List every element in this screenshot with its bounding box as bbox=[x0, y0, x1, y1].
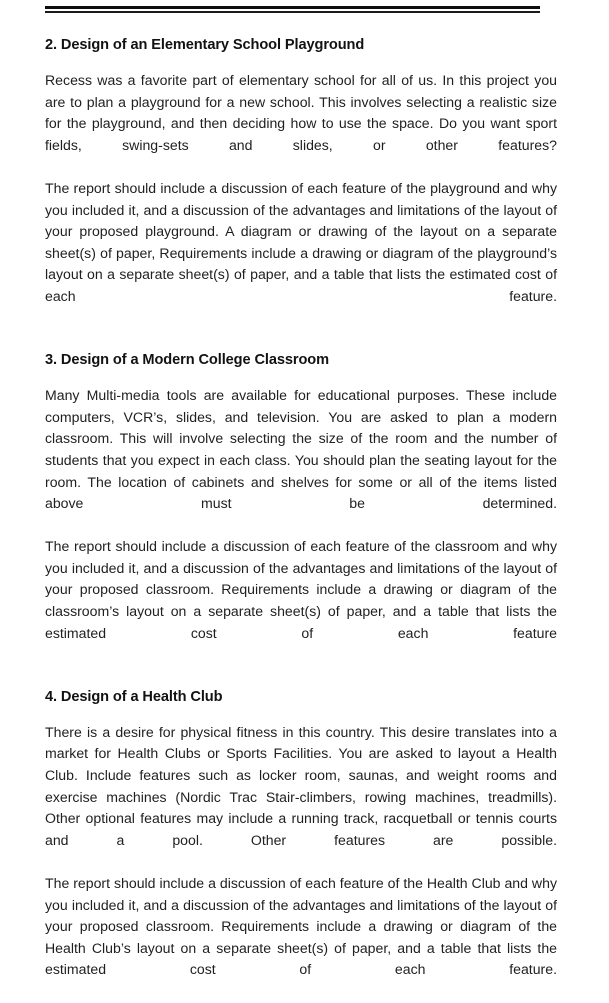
top-divider-rule bbox=[45, 6, 540, 14]
section-heading-classroom: 3. Design of a Modern College Classroom bbox=[45, 352, 329, 369]
section-classroom bbox=[45, 351, 557, 666]
section-playground bbox=[45, 36, 557, 329]
section-playground-paragraph-2: The report should include a discussion of each feature of the playground and why you included it, and a discussion of the advantages and limitations of the layout of your proposed playground. A diagram or drawing of the layout on a separate sheet(s) of paper, Requirements include a drawing or diagram of the playground’s layout on a separate sheet(s) of paper, and a table that lists the estimated cost of each feature. bbox=[45, 179, 557, 304]
section-classroom-paragraph-2: The report should include a discussion of each feature of the classroom and why you included it, and a discussion of the advantages and limitations of the layout of your proposed classroom. Requirements include a drawing or diagram of the classroom’s layout on a separate sheet(s) of paper, and a table that lists the estimated cost of each feature bbox=[45, 538, 557, 641]
section-playground-paragraph-1: Recess was a favorite part of elementary school for all of us. In this project you are to plan a playground for a new school. This involves selecting a realistic size for the playground, and then deciding how to use the space. Do you want sport fields, swing-sets and slides, or other features? bbox=[45, 72, 557, 153]
section-health-club bbox=[45, 688, 557, 1003]
section-heading-health-club: 4. Design of a Health Club bbox=[45, 688, 223, 705]
document-body bbox=[45, 36, 557, 1003]
section-health-club-paragraph-2: The report should include a discussion of each feature of the Health Club and why you included it, and a discussion of the advantages and limitations of the layout of your proposed classroom. Requirements include a drawing or diagram of the Health Club’s layout on a separate sheet(s) of paper, and a table that lists the estimated cost of each feature. bbox=[45, 875, 557, 978]
section-heading-playground: 2. Design of an Elementary School Playground bbox=[45, 37, 365, 53]
section-health-club-paragraph-1: There is a desire for physical fitness in this country. This desire translates into a market for Health Clubs or Sports Facilities. You are asked to layout a Health Club. Include features such as locker room, saunas, and weight rooms and exercise machines (Nordic Trac Stair-climbers, rowing machines, treadmills). Other optional features may include a running track, racquetball or tennis courts and a pool. Other features are possible. bbox=[45, 723, 557, 848]
section-classroom-paragraph-1: Many Multi-media tools are available for educational purposes. These include computers, VCR’s, slides, and television. You are asked to plan a modern classroom. This will involve selecting the size of the room and the number of students that you expect in each class. You should plan the seating layout for the room. The location of cabinets and shelves for some or all of the items listed above must be determined. bbox=[45, 387, 557, 512]
divider-thin-bar bbox=[45, 11, 540, 13]
